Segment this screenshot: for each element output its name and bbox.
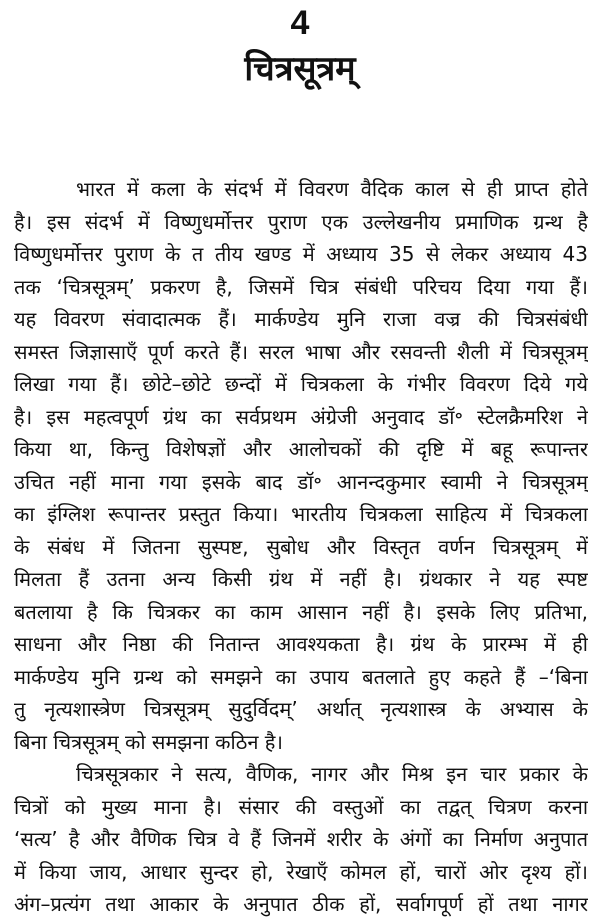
text-line: उचित नहीं माना गया इसके बाद डॉ॰ आनन्दकुमार स्वामी ने चित्रसूत्रम् <box>14 469 588 494</box>
text-line: मिलता हैं उतना अन्य किसी ग्रंथ में नहीं है। ग्रंथकार ने यह स्पष्ट <box>14 567 588 591</box>
text-line: भारत में कला के संदर्भ में विवरण वैदिक काल से ही प्राप्त होते <box>76 177 588 201</box>
text-line: बतलाया है कि चित्रकर का काम आसान नहीं है। इसके लिए प्रतिभा, <box>14 599 588 624</box>
text-line: लिखा गया हैं। छोटे–छोटे छन्दों में चित्रकला के गंभीर विवरण दिये गये <box>14 372 588 396</box>
chapter-title: चित्रसूत्रम् <box>244 49 356 89</box>
text-line: है। इस महत्वपूर्ण ग्रंथ का सर्वप्रथम अंग्रेजी अनुवाद डॉ॰ स्टेलक्रैमरिश ने <box>14 404 588 429</box>
paragraph-1 <box>14 173 588 758</box>
text-line: तक ‘चित्रसूत्रम्’ प्रकरण है, जिसमें चित्र संबंधी परिचय दिया गया हैं। <box>14 274 588 299</box>
text-line: में किया जाय, आधार सुन्दर हो, रेखाएँ कोमल हों, चारों ओर दृश्य हों। <box>14 859 588 884</box>
chapter-number: 4 <box>290 4 310 42</box>
text-line: बिना चित्रसूत्रम् को समझना कठिन है। <box>14 729 283 754</box>
text-line: चित्रसूत्रकार ने सत्य, वैणिक, नागर और मिश्र इन चार प्रकार के <box>76 762 588 786</box>
text-line: चित्रों को मुख्य माना है। संसार की वस्तुओं का तद्वत् चित्रण करना <box>14 794 588 819</box>
text-line: समस्त जिज्ञासाएँ पूर्ण करते हैं। सरल भाषा और रसवन्ती शैली में चित्रसूत्रम् <box>14 339 588 364</box>
paragraph-2 <box>14 758 588 921</box>
text-line: किया था, किन्तु विशेषज्ञों और आलोचकों की दृष्टि में बहू रूपान्तर <box>14 437 588 461</box>
text-line: अंग–प्रत्यंग तथा आकार के अनुपात ठीक हों, सर्वागपूर्ण हों तथा नागर <box>14 892 588 916</box>
text-line: साधना और निष्ठा की नितान्त आवश्यकता है। ग्रंथ के प्रारम्भ में ही <box>14 632 588 656</box>
text-line: विष्णुधर्मोत्तर पुराण के त तीय खण्ड में अध्याय 35 से लेकर अध्याय 43 <box>14 242 588 266</box>
text-line: यह विवरण संवादात्मक हैं। मार्कण्डेय मुनि राजा वज्र की चित्रसंबंधी <box>14 307 588 331</box>
text-line: के संबंध में जितना सुस्पष्ट, सुबोध और विस्तृत वर्णन चित्रसूत्रम् में <box>14 534 588 559</box>
body-text <box>14 173 588 921</box>
text-line: है। इस संदर्भ में विष्णुधर्मोत्तर पुराण एक उल्लेखनीय प्रमाणिक ग्रन्थ है <box>14 209 588 234</box>
text-line: का इंग्लिश रूपान्तर प्रस्तुत किया। भारतीय चित्रकला साहित्य में चित्रकला <box>14 502 588 526</box>
text-line: ‘सत्य’ है और वैणिक चित्र वे हैं जिनमें शरीर के अंगों का निर्माण अनुपात <box>14 827 588 851</box>
text-line: मार्कण्डेय मुनि ग्रन्थ को समझने का उपाय बतलाते हुए कहते हैं –‘बिना <box>14 664 588 689</box>
text-line: तु नृत्यशास्त्रेण चित्रसूत्रम् सुदुर्विदम्’ अर्थात् नृत्यशास्त्र के अभ्यास के <box>14 697 588 721</box>
